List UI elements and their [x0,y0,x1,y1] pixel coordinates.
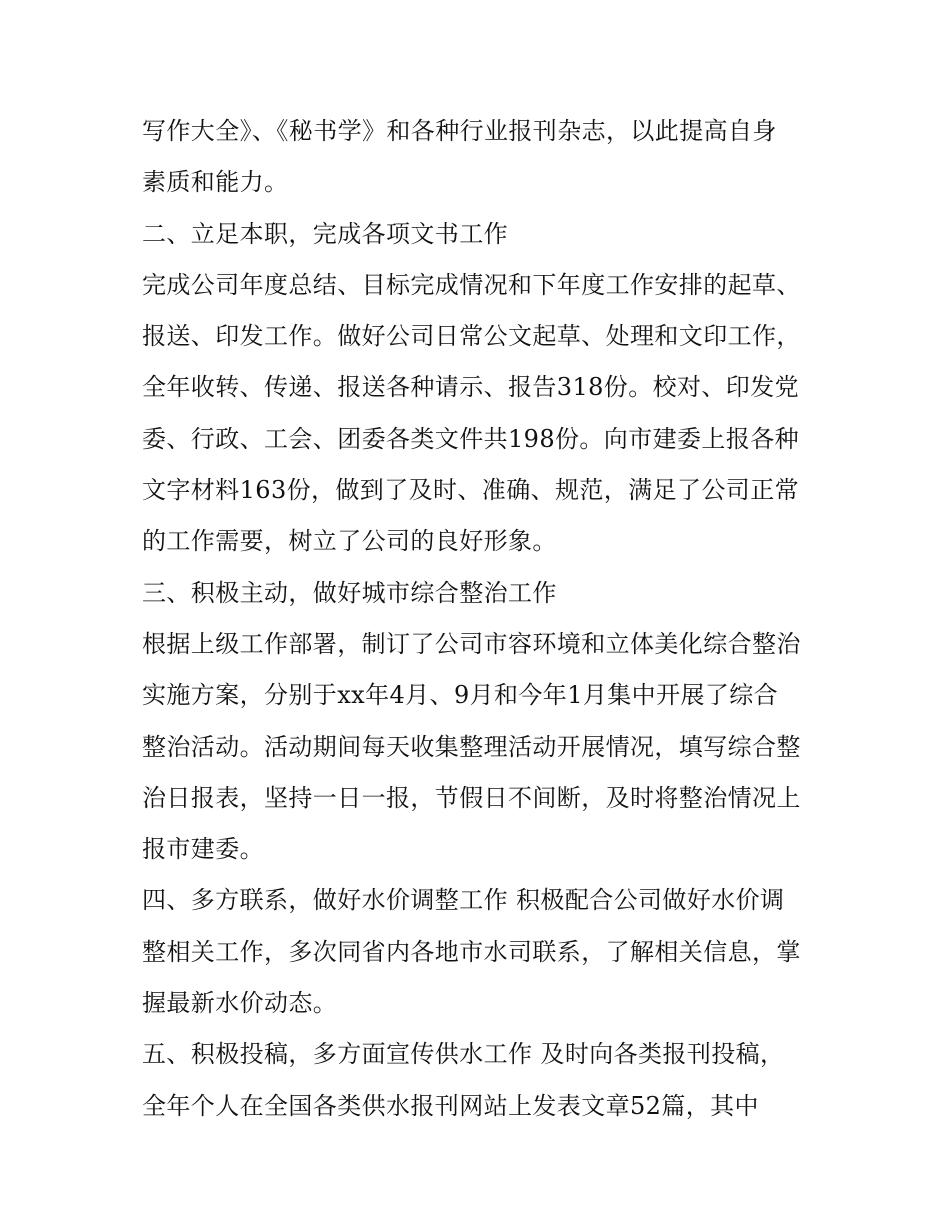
text-line: 委、行政、工会、团委各类文件共198份。向市建委上报各种 [142,424,800,453]
text-line: 写作大全》、《秘书学》和各种行业报刊杂志，以此提高自身 [142,117,777,145]
text-line: 整相关工作，多次同省内各地市水司联系，了解相关信息，掌 [142,937,801,966]
text-line: 整治活动。活动期间每天收集整理活动开展情况，填写综合整 [142,732,801,761]
text-line: 全年个人在全国各类供水报刊网站上发表文章52篇，其中 [142,1091,759,1120]
text-line: 报送、印发工作。做好公司日常公文起草、处理和文印工作， [142,322,801,351]
document-body [142,106,832,1132]
text-line: 报市建委。 [142,835,264,864]
text-line: 根据上级工作部署，制订了公司市容环境和立体美化综合整治 [142,629,801,658]
section-heading: 三、积极主动，做好城市综合整治工作 [142,578,557,607]
text-line: 握最新水价动态。 [142,989,338,1018]
section-heading: 四、多方联系，做好水价调整工作 积极配合公司做好水价调 [142,886,785,915]
text-line: 素质和能力。 [142,168,289,197]
text-line: 文字材料163份，做到了及时、准确、规范，满足了公司正常 [142,476,800,505]
text-line: 完成公司年度总结、目标完成情况和下年度工作安排的起草、 [142,270,801,299]
text-line: 实施方案，分别于xx年4月、9月和今年1月集中开展了综合 [142,681,779,710]
text-line: 的工作需要，树立了公司的良好形象。 [142,527,557,556]
section-heading: 五、积极投稿，多方面宣传供水工作 及时向各类报刊投稿， [142,1040,785,1069]
section-heading: 二、立足本职，完成各项文书工作 [142,219,508,248]
text-line: 治日报表，坚持一日一报，节假日不间断，及时将整治情况上 [142,783,801,812]
text-line: 全年收转、传递、报送各种请示、报告318份。校对、印发党 [142,373,800,402]
